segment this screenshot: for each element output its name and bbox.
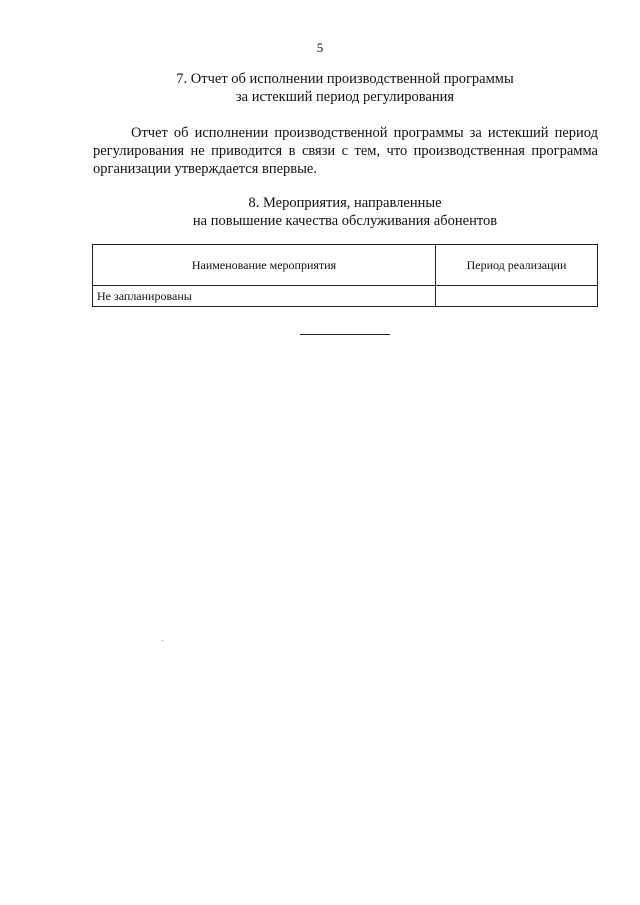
table-row: [93, 286, 598, 307]
section-7-title-line-1: 7. Отчет об исполнении производственной программы: [176, 71, 514, 87]
page-number: 5: [316, 40, 324, 55]
section-7-heading: [90, 70, 600, 106]
end-separator-line: [300, 334, 390, 335]
section-8-heading: [90, 194, 600, 230]
scan-speck: [162, 640, 163, 641]
column-header-name: Наименование мероприятия: [93, 245, 436, 286]
section-8-title-line-2: на повышение качества обслуживания абонентов: [192, 213, 498, 229]
events-table: [92, 244, 598, 307]
column-header-period: Период реализации: [436, 245, 598, 286]
section-7-title-line-2: за истекший период регулирования: [235, 89, 455, 105]
table-cell-name: Не запланированы: [93, 286, 436, 307]
section-8-title-line-1: 8. Мероприятия, направленные: [248, 195, 442, 211]
section-7-paragraph: Отчет об исполнении производственной программы за истекший период регулирования не приводится в связи с тем, что производственная программа организации утверждается впервые.: [93, 125, 598, 177]
table-header-row: [93, 245, 598, 286]
table-cell-period: [436, 286, 598, 307]
